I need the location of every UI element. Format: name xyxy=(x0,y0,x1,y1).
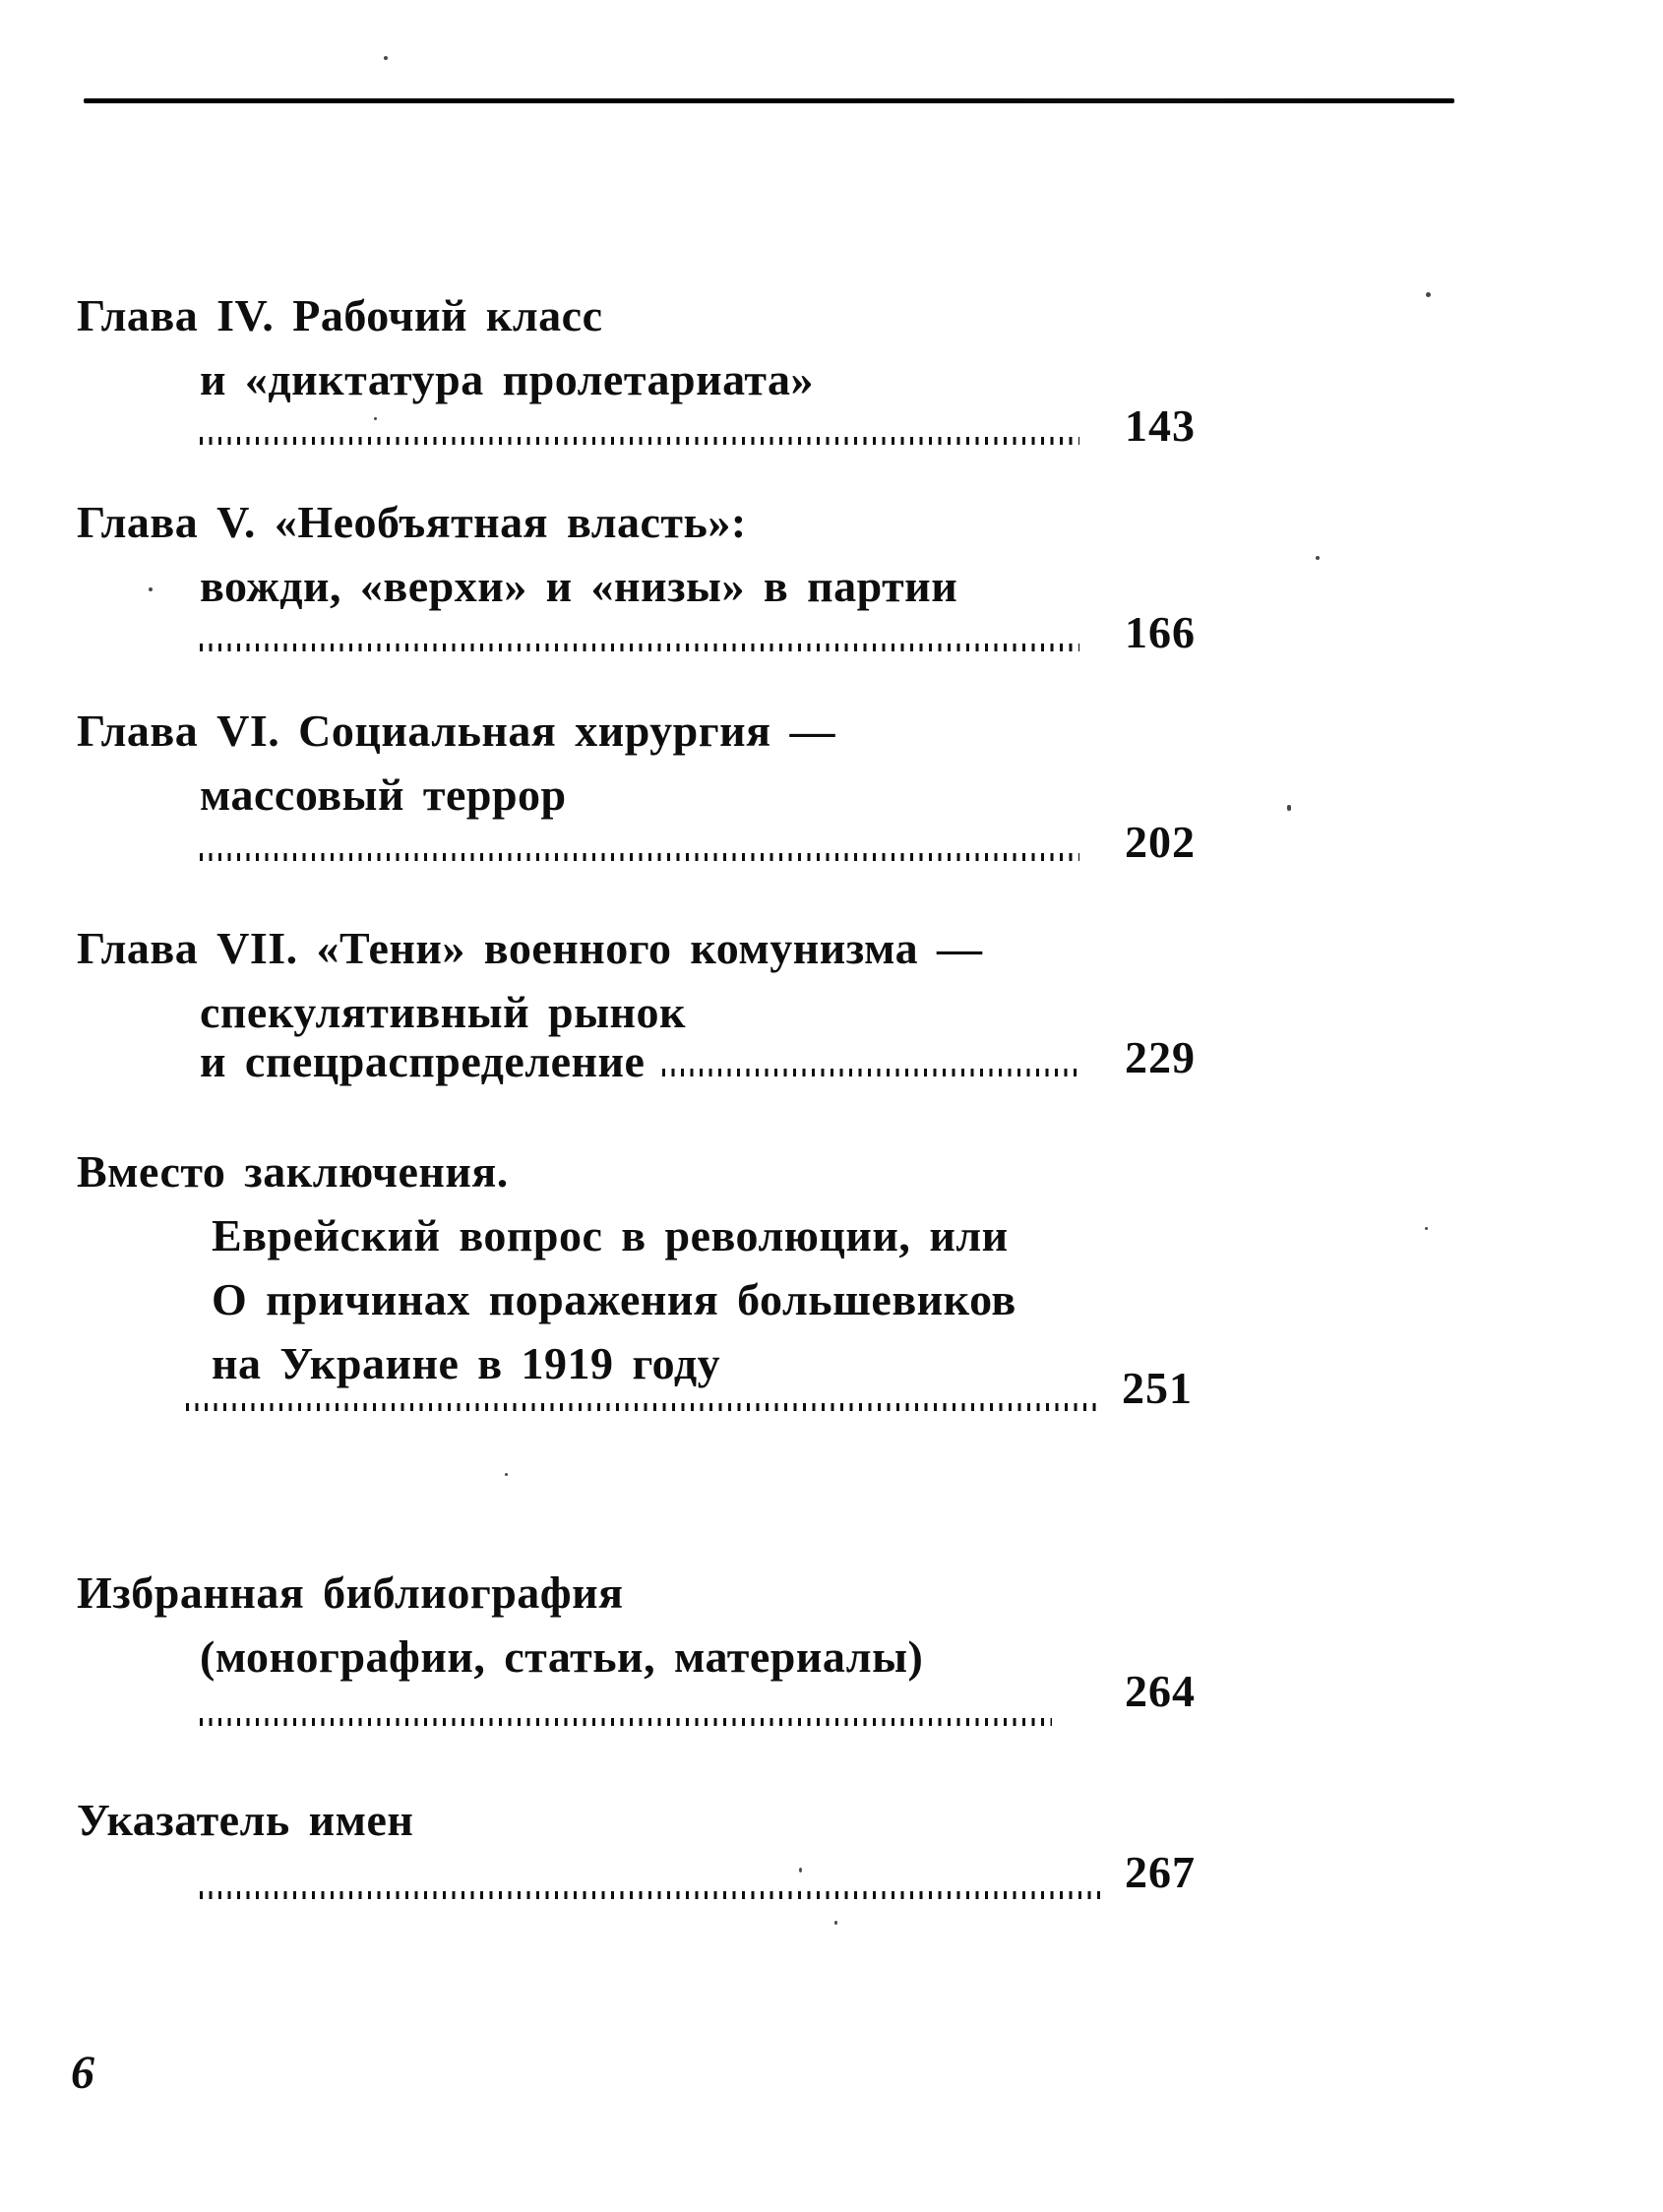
toc-leader-row xyxy=(200,1847,1196,1907)
toc-page-number: 267 xyxy=(1125,1847,1196,1897)
toc-entry-title: Глава VI. Социальная хирургия — xyxy=(77,706,835,756)
scan-speck xyxy=(384,56,388,60)
scan-speck xyxy=(505,1473,508,1476)
folio-page-number: 6 xyxy=(71,2047,94,2099)
dot-leader xyxy=(200,853,1079,861)
toc-entry-line: массовый террор xyxy=(200,769,567,820)
toc-page-number: 251 xyxy=(1122,1363,1193,1413)
toc-page-number: 166 xyxy=(1125,607,1196,657)
toc-leader-row xyxy=(200,817,1196,869)
scan-speck xyxy=(834,1921,837,1925)
scan-speck xyxy=(799,1868,802,1873)
scan-speck xyxy=(149,587,153,591)
toc-entry-title: Вместо заключения. xyxy=(77,1146,509,1197)
dot-leader xyxy=(200,1718,1052,1726)
toc-entry-line: на Украине в 1919 году xyxy=(212,1338,721,1388)
dot-leader xyxy=(200,1891,1102,1899)
dot-leader xyxy=(662,1069,1079,1076)
dot-leader xyxy=(200,437,1079,445)
toc-leader-row xyxy=(200,607,1196,659)
toc-entry-line: спекулятивный рынок xyxy=(200,987,687,1037)
scan-speck xyxy=(1316,556,1320,560)
toc-entry-line: О причинах поражения большевиков xyxy=(212,1274,1016,1324)
toc-entry-title: Глава V. «Необъятная власть»: xyxy=(77,497,747,547)
toc-entry-line: и «диктатура пролетариата» xyxy=(200,354,815,404)
toc-entry-line: (монографии, статьи, материалы) xyxy=(200,1631,924,1682)
toc-leader-row xyxy=(200,1666,1196,1734)
scan-speck xyxy=(374,417,377,420)
scan-speck xyxy=(1287,805,1291,811)
toc-entry-title: Указатель имен xyxy=(77,1795,414,1845)
toc-entry-line: и спецраспределение xyxy=(200,1036,646,1086)
toc-entry-line: вожди, «верхи» и «низы» в партии xyxy=(200,561,958,611)
toc-page-number: 229 xyxy=(1125,1032,1196,1082)
toc-page-number: 264 xyxy=(1125,1666,1196,1716)
toc-entry-title: Глава VII. «Тени» военного комунизма — xyxy=(77,923,983,973)
dot-leader xyxy=(186,1403,1099,1411)
toc-entry-line: Еврейский вопрос в революции, или xyxy=(212,1210,1009,1260)
scan-speck xyxy=(1426,292,1431,297)
scan-speck xyxy=(1425,1227,1428,1230)
dot-leader xyxy=(200,644,1079,651)
toc-leader-row xyxy=(200,1032,1196,1086)
toc-page-number: 143 xyxy=(1125,400,1196,451)
toc-entry-title: Глава IV. Рабочий класс xyxy=(77,290,603,340)
toc-page-number: 202 xyxy=(1125,817,1196,867)
toc-entry-title: Избранная библиография xyxy=(77,1567,624,1618)
toc-leader-row xyxy=(200,400,1196,453)
header-rule xyxy=(84,98,1454,103)
